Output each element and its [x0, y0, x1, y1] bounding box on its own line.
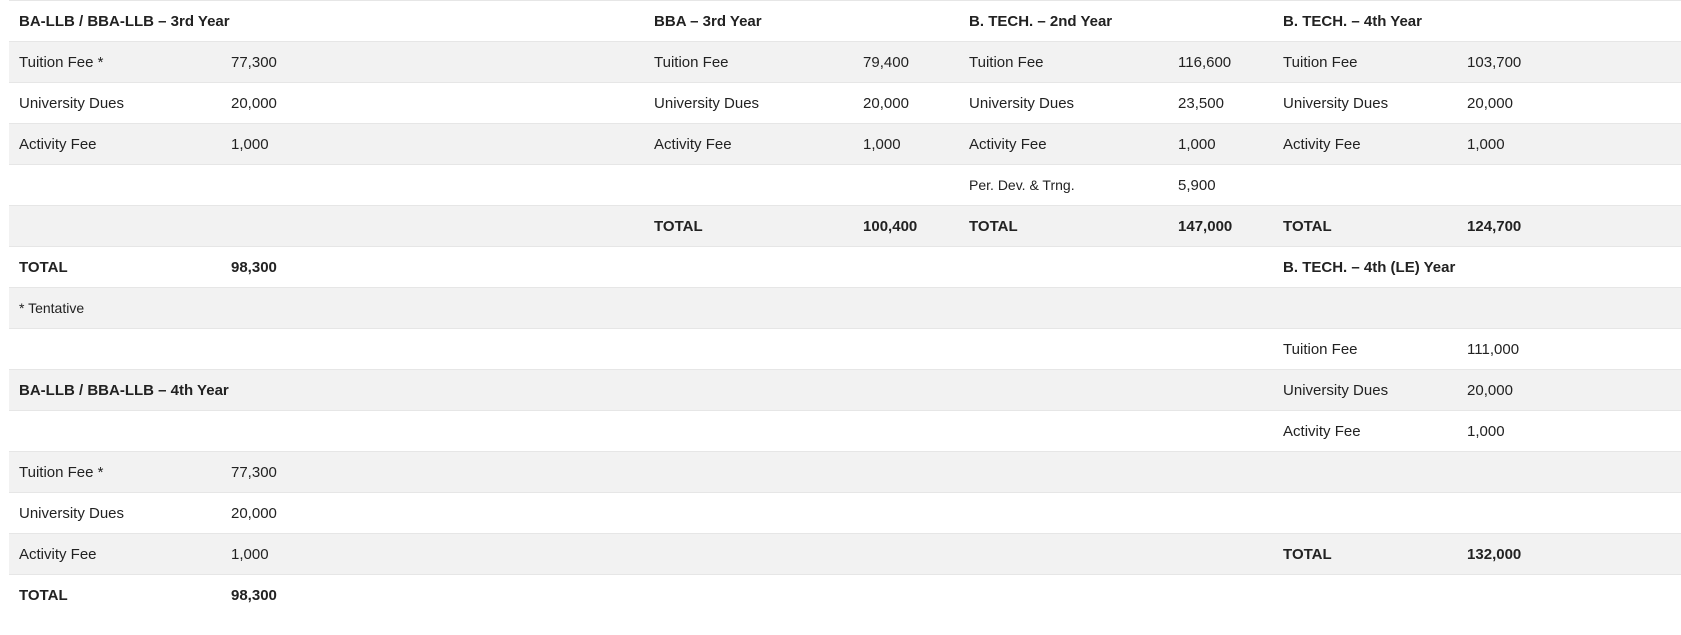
table-cell: [644, 165, 853, 206]
table-cell: [644, 411, 853, 452]
table-cell: 77,300: [221, 452, 433, 493]
table-cell: [959, 329, 1168, 370]
table-cell: [433, 411, 644, 452]
table-cell: 1,000: [1168, 124, 1273, 165]
table-cell: 1,000: [221, 124, 433, 165]
table-cell: University Dues: [1273, 83, 1457, 124]
table-cell: [221, 329, 433, 370]
table-row: [9, 165, 1681, 206]
total-value: 147,000: [1168, 206, 1273, 247]
table-cell: [433, 329, 644, 370]
table-cell: [433, 247, 644, 288]
table-cell: [1168, 493, 1273, 534]
table-row: [9, 452, 1681, 493]
total-label: TOTAL: [1273, 534, 1457, 575]
table-row: [9, 370, 1681, 411]
table-cell: [1273, 452, 1457, 493]
table-cell: Tuition Fee: [959, 42, 1168, 83]
table-cell: 1,000: [853, 124, 959, 165]
total-label: TOTAL: [644, 206, 853, 247]
section-heading-bba-3rd-year: BBA – 3rd Year: [644, 1, 959, 42]
table-cell: [644, 329, 853, 370]
table-cell: [959, 493, 1168, 534]
table-cell: [959, 247, 1168, 288]
table-cell: [433, 83, 644, 124]
table-cell: [433, 288, 644, 329]
table-cell: [221, 411, 433, 452]
table-cell: Tuition Fee *: [9, 42, 221, 83]
table-cell: [1457, 288, 1681, 329]
table-cell: Activity Fee: [959, 124, 1168, 165]
table-cell: [1273, 575, 1457, 616]
section-heading-ballb-4th-year: BA-LLB / BBA-LLB – 4th Year: [9, 370, 644, 411]
table-cell: 20,000: [1457, 370, 1681, 411]
table-cell: [1457, 575, 1681, 616]
table-cell: [644, 452, 853, 493]
table-cell: [433, 165, 644, 206]
table-cell: [9, 411, 221, 452]
section-heading-btech-4th-year: B. TECH. – 4th Year: [1273, 1, 1681, 42]
table-cell: [9, 329, 221, 370]
table-row: [9, 42, 1681, 83]
table-cell: University Dues: [1273, 370, 1457, 411]
table-cell: [959, 575, 1168, 616]
table-cell: [1168, 411, 1273, 452]
section-heading-btech-2nd-year: B. TECH. – 2nd Year: [959, 1, 1273, 42]
table-row: [9, 575, 1681, 616]
table-cell: [1457, 493, 1681, 534]
table-cell: [1273, 165, 1457, 206]
table-cell: University Dues: [959, 83, 1168, 124]
table-cell: [853, 452, 959, 493]
table-cell: [644, 370, 853, 411]
table-cell: [1168, 534, 1273, 575]
table-row: [9, 83, 1681, 124]
table-cell: 103,700: [1457, 42, 1681, 83]
total-value: 98,300: [221, 575, 433, 616]
table-cell: Tuition Fee *: [9, 452, 221, 493]
table-cell: [9, 206, 221, 247]
table-cell: [959, 288, 1168, 329]
table-cell: 1,000: [1457, 411, 1681, 452]
table-cell: Activity Fee: [9, 124, 221, 165]
table-cell: [853, 165, 959, 206]
table-row: [9, 124, 1681, 165]
table-cell: [1168, 575, 1273, 616]
table-cell: [644, 247, 853, 288]
table-cell: Tuition Fee: [1273, 42, 1457, 83]
table-cell: [853, 534, 959, 575]
total-value: 100,400: [853, 206, 959, 247]
table-cell: [433, 493, 644, 534]
table-cell: 77,300: [221, 42, 433, 83]
table-cell: 20,000: [221, 83, 433, 124]
table-cell: [1457, 165, 1681, 206]
table-cell: 111,000: [1457, 329, 1681, 370]
table-cell: [433, 534, 644, 575]
table-cell: 116,600: [1168, 42, 1273, 83]
table-cell: [1168, 329, 1273, 370]
table-cell: [221, 206, 433, 247]
total-value: 124,700: [1457, 206, 1681, 247]
table-cell: [433, 124, 644, 165]
table-cell: [644, 534, 853, 575]
table-row: [9, 411, 1681, 452]
total-value: 132,000: [1457, 534, 1681, 575]
tentative-note: * Tentative: [9, 288, 221, 329]
table-cell: 5,900: [1168, 165, 1273, 206]
table-cell: 1,000: [1457, 124, 1681, 165]
table-cell: [959, 370, 1168, 411]
table-cell: Activity Fee: [9, 534, 221, 575]
total-value: 98,300: [221, 247, 433, 288]
table-row: [9, 493, 1681, 534]
table-row: [9, 206, 1681, 247]
table-cell: [644, 575, 853, 616]
table-cell: 79,400: [853, 42, 959, 83]
total-label: TOTAL: [959, 206, 1168, 247]
section-heading-ballb-3rd-year: BA-LLB / BBA-LLB – 3rd Year: [9, 1, 644, 42]
table-cell: University Dues: [9, 83, 221, 124]
table-cell: [1168, 370, 1273, 411]
table-cell: [644, 288, 853, 329]
table-cell: [1168, 288, 1273, 329]
table-cell: [853, 288, 959, 329]
table-cell: 20,000: [1457, 83, 1681, 124]
total-label: TOTAL: [9, 247, 221, 288]
table-cell: Tuition Fee: [644, 42, 853, 83]
table-cell: [1273, 288, 1457, 329]
table-cell: 20,000: [853, 83, 959, 124]
table-cell: [853, 329, 959, 370]
table-cell: [853, 575, 959, 616]
table-cell: [959, 411, 1168, 452]
table-cell: Tuition Fee: [1273, 329, 1457, 370]
table-cell: University Dues: [644, 83, 853, 124]
table-cell: [433, 206, 644, 247]
table-row: [9, 534, 1681, 575]
table-cell: [1168, 247, 1273, 288]
table-cell: Per. Dev. & Trng.: [959, 165, 1168, 206]
table-cell: [853, 247, 959, 288]
table-cell: [221, 165, 433, 206]
total-label: TOTAL: [1273, 206, 1457, 247]
table-cell: University Dues: [9, 493, 221, 534]
table-cell: Activity Fee: [644, 124, 853, 165]
table-cell: [853, 493, 959, 534]
fee-structure-table: [9, 0, 1681, 615]
table-cell: [433, 575, 644, 616]
table-cell: [221, 288, 433, 329]
table-row: [9, 1, 1681, 42]
table-cell: [1168, 452, 1273, 493]
table-cell: [1273, 493, 1457, 534]
section-heading-btech-4th-le-year: B. TECH. – 4th (LE) Year: [1273, 247, 1681, 288]
table-cell: 20,000: [221, 493, 433, 534]
table-cell: [959, 452, 1168, 493]
table-cell: [853, 411, 959, 452]
table-cell: [853, 370, 959, 411]
total-label: TOTAL: [9, 575, 221, 616]
table-cell: 23,500: [1168, 83, 1273, 124]
table-cell: [959, 534, 1168, 575]
table-cell: Activity Fee: [1273, 411, 1457, 452]
table-cell: [9, 165, 221, 206]
table-row: [9, 288, 1681, 329]
table-cell: Activity Fee: [1273, 124, 1457, 165]
table-cell: [644, 493, 853, 534]
table-row: [9, 329, 1681, 370]
table-cell: [1457, 452, 1681, 493]
table-cell: [433, 42, 644, 83]
table-row: [9, 247, 1681, 288]
table-cell: [433, 452, 644, 493]
table-cell: 1,000: [221, 534, 433, 575]
